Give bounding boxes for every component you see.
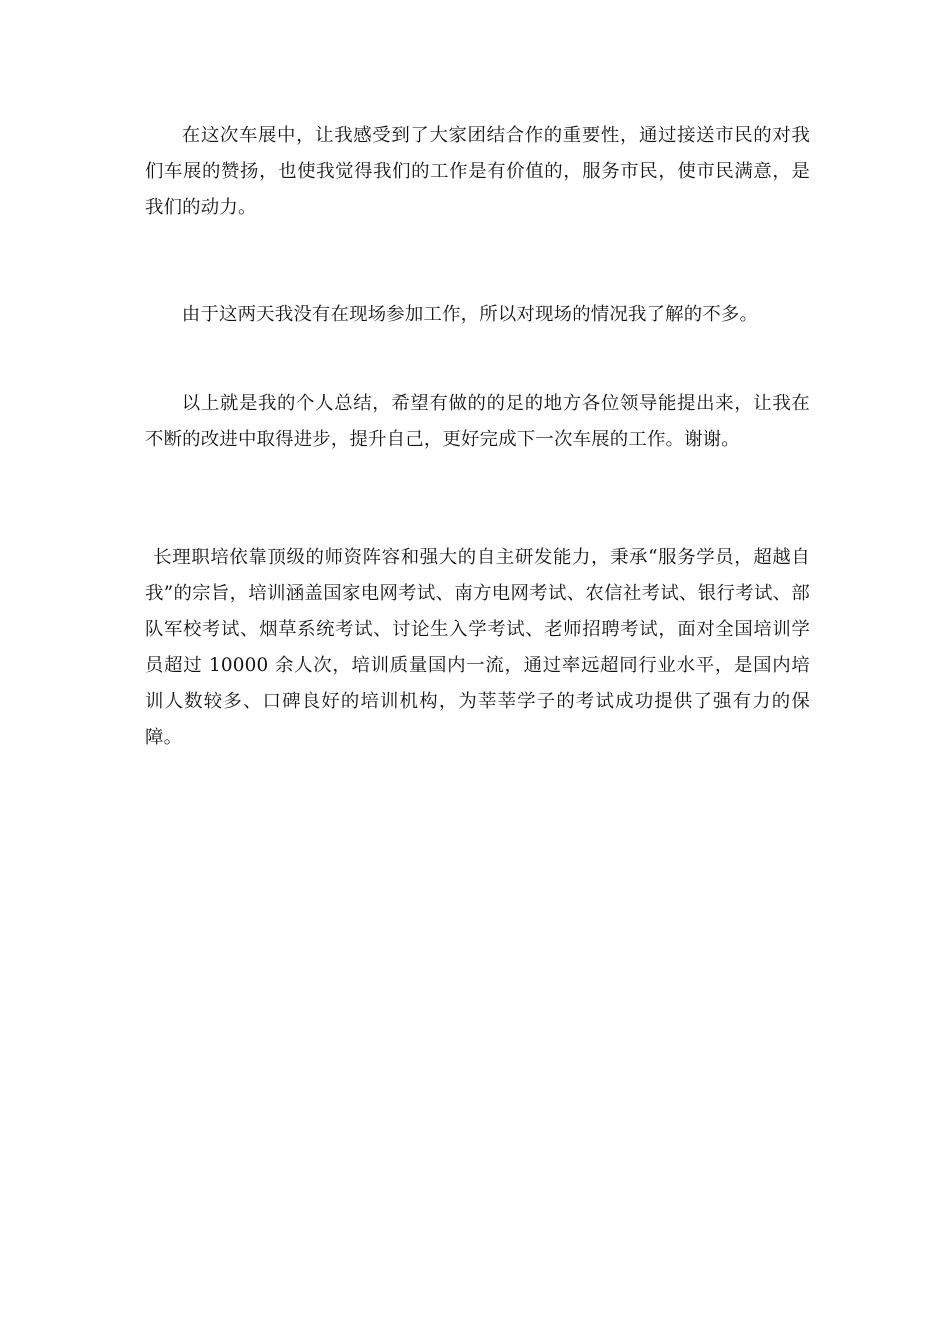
paragraph-absence-note: 由于这两天我没有在现场参加工作，所以对现场的情况我了解的不多。	[181, 304, 759, 325]
paragraph-car-show-teamwork: 在这次车展中，让我感受到了大家团结合作的重要性，通过接送市民的对我们车展的赞扬，也使我觉得我们的工作是有价值的，服务市民，使市民满意，是我们的动力。	[145, 125, 810, 218]
paragraph-personal-summary: 以上就是我的个人总结，希望有做的的足的地方各位领导能提出来，让我在不断的改进中取得进步，提升自己，更好完成下一次车展的工作。谢谢。	[145, 393, 810, 450]
paragraph-training-ad: 长理职培依靠顶级的师资阵容和强大的自主研发能力，秉承“服务学员，超越自我”的宗旨，培训涵盖国家电网考试、南方电网考试、农信社考试、银行考试、部队军校考试、烟草系统考试、讨论生入学考试、老师招聘考试，面对全国培训学员超过 10000 余人次，培训质量国内一流，通过率远超同行业水平，是国内培训人数较多、口碑良好的培训机构，为莘莘学子的考试成功提供了强有力的保障。	[145, 547, 810, 748]
